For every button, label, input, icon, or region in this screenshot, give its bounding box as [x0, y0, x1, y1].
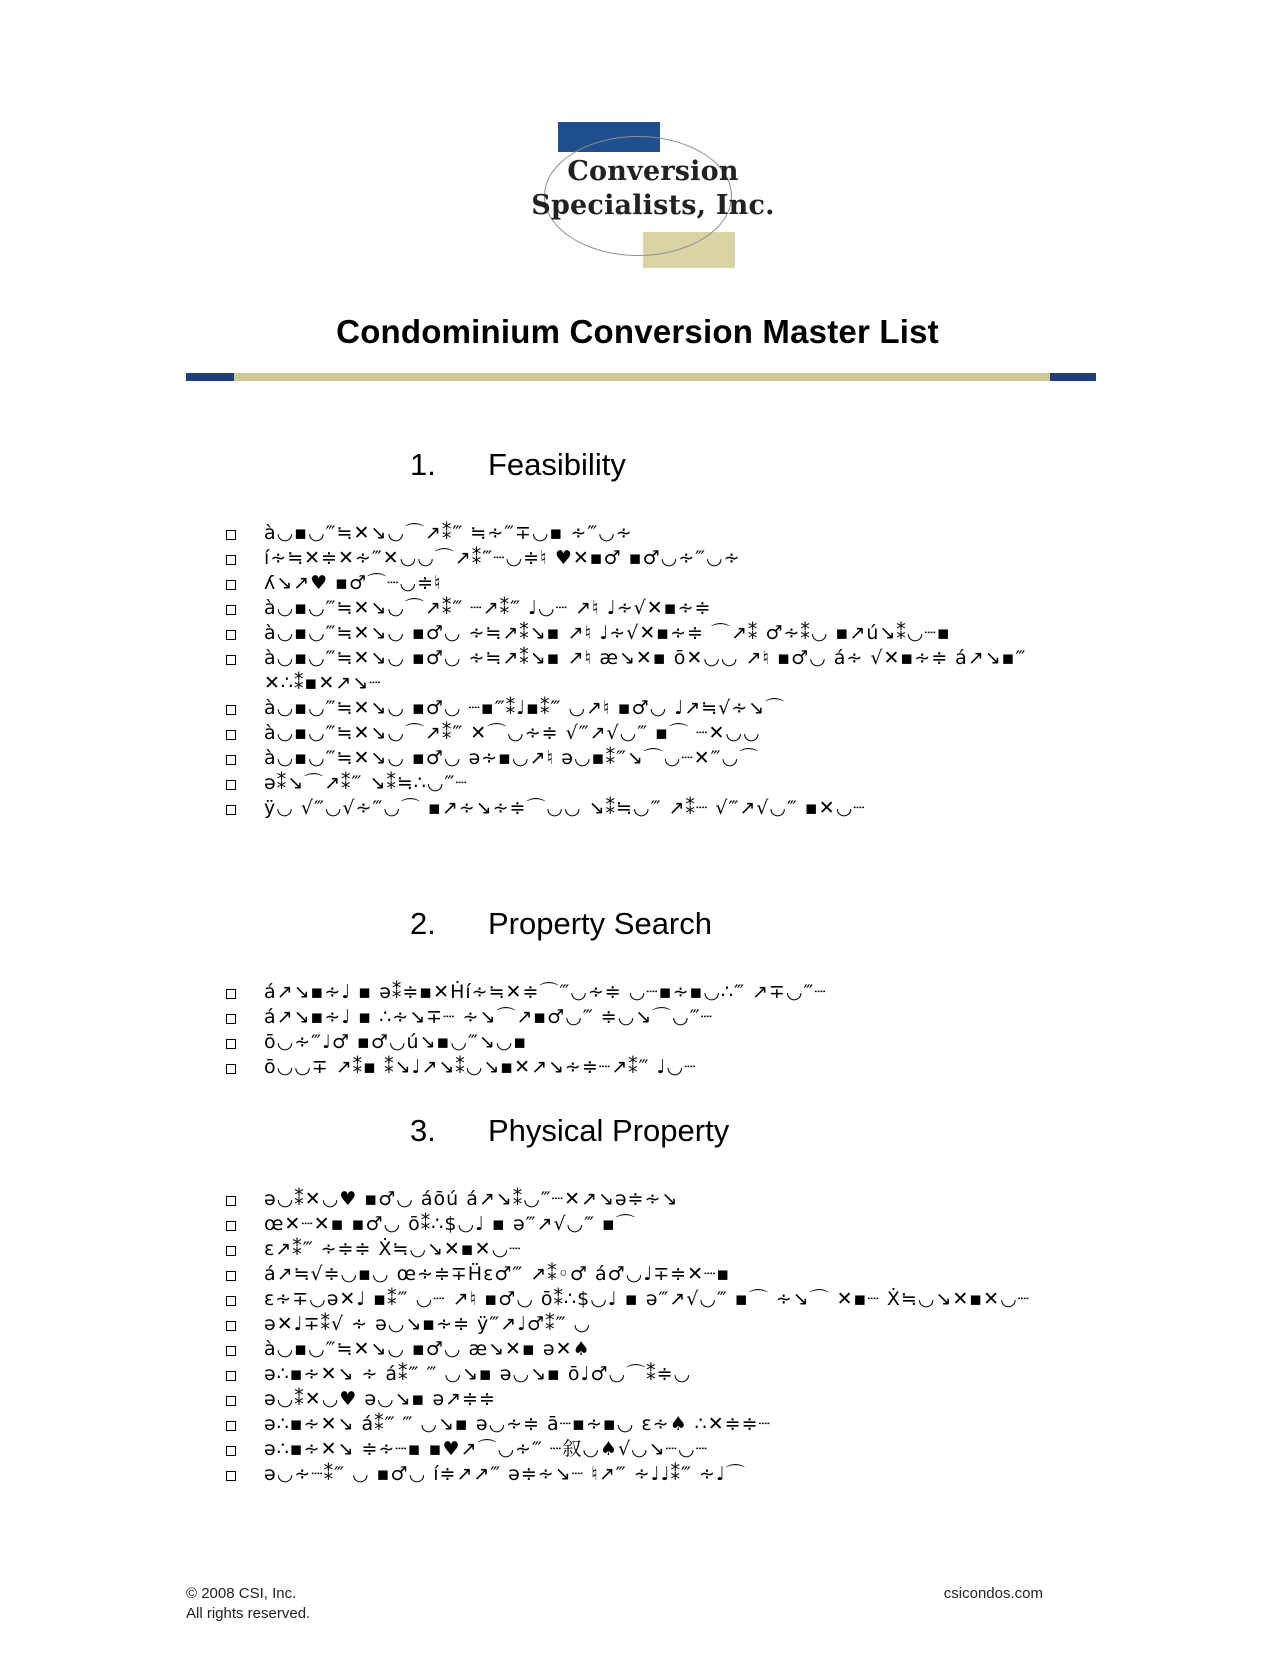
section-heading [410, 447, 626, 483]
divider-left-cap [186, 373, 234, 381]
checkbox-icon[interactable] [226, 1039, 236, 1049]
checklist-item-text: à◡▪◡‴≒✕↘◡ ▪♂◡ ə∻▪◡↗♮ ə◡▪⁑‴↘⌒◡┈✕‴◡⌒ [264, 747, 760, 769]
logo-text-line2: Specialists, Inc. [531, 190, 775, 221]
checklist-item [222, 1437, 1092, 1462]
section-title: Property Search [488, 906, 712, 941]
section-number: 3. [410, 1113, 436, 1148]
checklist-item-text: á↗↘▪∻♩ ▪ ∴∻↘∓┈ ∻↘⌒↗▪♂◡‴ ≑◡↘⌒◡‴┈ [264, 1006, 714, 1028]
checklist-item [222, 621, 1092, 646]
checkbox-icon[interactable] [226, 530, 236, 540]
checkbox-icon[interactable] [226, 780, 236, 790]
checklist-item [222, 1387, 1092, 1412]
checklist-item-text: ə∴▪∻✕↘ á⁑‴ ‴ ◡↘▪ ə◡∻≑ ā┈▪∻▪◡ ɛ∻♠ ∴✕≑≑┈ [264, 1413, 771, 1435]
checklist-item-text: ÿ◡ √‴◡√∻‴◡⌒ ▪↗∻↘∻≑⌒◡◡ ↘⁑≒◡‴ ↗⁑┈ √‴↗√◡‴ ▪✕◡┈ [264, 797, 866, 819]
checklist-item-text: ə∴▪∻✕↘ ∻ á⁑‴ ‴ ◡↘▪ ə◡↘▪ ō♩♂◡⌒⁑≑◡ [264, 1363, 692, 1385]
checklist-item [222, 1412, 1092, 1437]
checkbox-icon[interactable] [226, 989, 236, 999]
checkbox-icon[interactable] [226, 1271, 236, 1281]
checkbox-icon[interactable] [226, 605, 236, 615]
checklist-item [222, 746, 1092, 771]
checklist-item-text: à◡▪◡‴≒✕↘◡⌒↗⁑‴ ✕⌒◡∻≑ √‴↗√◡‴ ▪⌒ ┈✕◡◡ [264, 722, 761, 744]
checklist-item [222, 796, 1092, 821]
checkbox-icon[interactable] [226, 1471, 236, 1481]
section-heading [410, 1113, 729, 1149]
checklist-item-text: à◡▪◡‴≒✕↘◡ ▪♂◡ ┈▪‴⁑♩▪⁑‴ ◡↗♮ ▪♂◡ ♩↗≒√∻↘⌒ [264, 697, 786, 719]
checkbox-icon[interactable] [226, 755, 236, 765]
checklist-item-text: á↗≒√≑◡▪◡ œ∻≑∓Ḧɛ♂‴ ↗⁑◦♂ á♂◡♩∓≑✕┈▪ [264, 1263, 731, 1285]
checklist-item-text: à◡▪◡‴≒✕↘◡⌒↗⁑‴ ┈↗⁑‴ ♩◡┈ ↗♮ ♩∻√✕▪∻≑ [264, 597, 712, 619]
title-divider [186, 373, 1096, 381]
checklist-item [222, 521, 1092, 546]
checkbox-icon[interactable] [226, 655, 236, 665]
checklist-item [222, 1362, 1092, 1387]
copyright-text: © 2008 CSI, Inc. [186, 1585, 297, 1602]
checklist-item-text: í∻≒✕≑✕∻‴✕◡◡⌒↗⁑‴┈◡≑♮ ♥✕▪♂ ▪♂◡∻‴◡∻ [264, 547, 741, 569]
checklist-item [222, 1187, 1092, 1212]
checklist-item [222, 1055, 1092, 1080]
section-title: Physical Property [488, 1113, 730, 1148]
checklist-item-text: ō◡∻‴♩♂ ▪♂◡ú↘▪◡‴↘◡▪ [264, 1031, 528, 1053]
checklist-item-text: ō◡◡∓ ↗⁑▪ ⁑↘♩↗↘⁑◡↘▪✕↗↘∻≑┈↗⁑‴ ♩◡┈ [264, 1056, 697, 1078]
company-logo [528, 108, 778, 278]
checklist-item [222, 546, 1092, 571]
checkbox-icon[interactable] [226, 555, 236, 565]
checklist-item [222, 1262, 1092, 1287]
checklist-item [222, 571, 1092, 596]
checkbox-icon[interactable] [226, 1446, 236, 1456]
footer-website[interactable]: csicondos.com [943, 1585, 1043, 1602]
section-number: 1. [410, 447, 436, 482]
checkbox-icon[interactable] [226, 1296, 236, 1306]
footer-copyright [186, 1584, 310, 1624]
checklist-item [222, 1212, 1092, 1237]
checklist-item [222, 1237, 1092, 1262]
divider-right-cap [1050, 373, 1096, 381]
checklist-item-text: à◡▪◡‴≒✕↘◡ ▪♂◡ ∻≒↗⁑↘▪ ↗♮ ♩∻√✕▪∻≑ ⌒↗⁑ ♂∻⁑◡ ▪↗ú↘⁑◡┈▪ [264, 622, 951, 644]
checkbox-icon[interactable] [226, 630, 236, 640]
checklist-item [222, 1030, 1092, 1055]
checklist-item-text: ə✕♩∓⁑√ ∻ ə◡↘▪∻≑ ÿ‴↗♩♂⁑‴ ◡ [264, 1313, 592, 1335]
checklist-item-text: à◡▪◡‴≒✕↘◡ ▪♂◡ æ↘✕▪ ə✕♠ [264, 1338, 591, 1360]
checkbox-icon[interactable] [226, 1246, 236, 1256]
checklist-item [222, 980, 1092, 1005]
checklist [222, 521, 1092, 821]
checklist-item [222, 1337, 1092, 1362]
section-number: 2. [410, 906, 436, 941]
checkbox-icon[interactable] [226, 1346, 236, 1356]
checklist-item [222, 646, 1092, 696]
section-title: Feasibility [488, 447, 626, 482]
checklist-item-text: ə⁑↘⌒↗⁑‴ ↘⁑≒∴◡‴┈ [264, 772, 468, 794]
checklist-item-text: à◡▪◡‴≒✕↘◡⌒↗⁑‴ ≒∻‴∓◡▪ ∻‴◡∻ [264, 522, 633, 544]
document-title: Condominium Conversion Master List [336, 313, 939, 350]
checkbox-icon[interactable] [226, 1321, 236, 1331]
checklist-item-text: œ✕┈✕▪ ▪♂◡ ō⁑∴$◡♩ ▪ ə‴↗√◡‴ ▪⌒ [264, 1213, 636, 1235]
checklist-item [222, 596, 1092, 621]
checkbox-icon[interactable] [226, 1221, 236, 1231]
checklist-item-text: ʎ↘↗♥ ▪♂⌒┈◡≑♮ [264, 572, 442, 594]
checkbox-icon[interactable] [226, 705, 236, 715]
checkbox-icon[interactable] [226, 1421, 236, 1431]
checklist-item [222, 721, 1092, 746]
checkbox-icon[interactable] [226, 1371, 236, 1381]
section-heading [410, 906, 712, 942]
checklist [222, 980, 1092, 1080]
checkbox-icon[interactable] [226, 805, 236, 815]
checklist [222, 1187, 1092, 1487]
checkbox-icon[interactable] [226, 1014, 236, 1024]
checklist-item [222, 1462, 1092, 1487]
checklist-item [222, 696, 1092, 721]
checklist-item [222, 1005, 1092, 1030]
checklist-item-text: ə◡∻┈⁑‴ ◡ ▪♂◡ í≑↗↗‴ ə≑∻↘┈ ♮↗‴ ∻♩♩⁑‴ ∻♩⌒ [264, 1463, 746, 1485]
checklist-item-text: ə∴▪∻✕↘ ≑∻┈▪ ▪♥↗⌒◡∻‴ ┈叙◡♠√◡↘┈◡┈ [264, 1438, 709, 1460]
checklist-item-text: ə◡⁑✕◡♥ ə◡↘▪ ə↗≑≑ [264, 1388, 496, 1410]
checklist-item [222, 1312, 1092, 1337]
checkbox-icon[interactable] [226, 1396, 236, 1406]
checkbox-icon[interactable] [226, 730, 236, 740]
checklist-item [222, 771, 1092, 796]
checklist-item-text: ɛ↗⁑‴ ∻≑≑ Ẋ≒◡↘✕▪✕◡┈ [264, 1238, 522, 1260]
checkbox-icon[interactable] [226, 1196, 236, 1206]
checklist-item-text: á↗↘▪∻♩ ▪ ə⁑≑▪✕Ḣí∻≒✕≑⌒‴◡∻≑ ◡┈▪∻▪◡∴‴ ↗∓◡‴┈ [264, 981, 827, 1003]
checklist-item-text: à◡▪◡‴≒✕↘◡ ▪♂◡ ∻≒↗⁑↘▪ ↗♮ æ↘✕▪ ō✕◡◡ ↗♮ ▪♂◡ á∻ √✕▪∻≑ á↗↘▪‴ ✕∴⁑▪✕↗↘┈ [264, 647, 1027, 694]
logo-text-line1: Conversion [567, 156, 739, 187]
checkbox-icon[interactable] [226, 1064, 236, 1074]
rights-text: All rights reserved. [186, 1605, 311, 1622]
checkbox-icon[interactable] [226, 580, 236, 590]
checklist-item-text: ə◡⁑✕◡♥ ▪♂◡ áōú á↗↘⁑◡‴┈✕↗↘ə≑∻↘ [264, 1188, 679, 1210]
checklist-item [222, 1287, 1092, 1312]
checklist-item-text: ɛ∻∓◡ə✕♩ ▪⁑‴ ◡┈ ↗♮ ▪♂◡ ō⁑∴$◡♩ ▪ ə‴↗√◡‴ ▪⌒ ∻↘⌒ ✕▪┈ Ẋ≒◡↘✕▪✕◡┈ [264, 1288, 1031, 1310]
